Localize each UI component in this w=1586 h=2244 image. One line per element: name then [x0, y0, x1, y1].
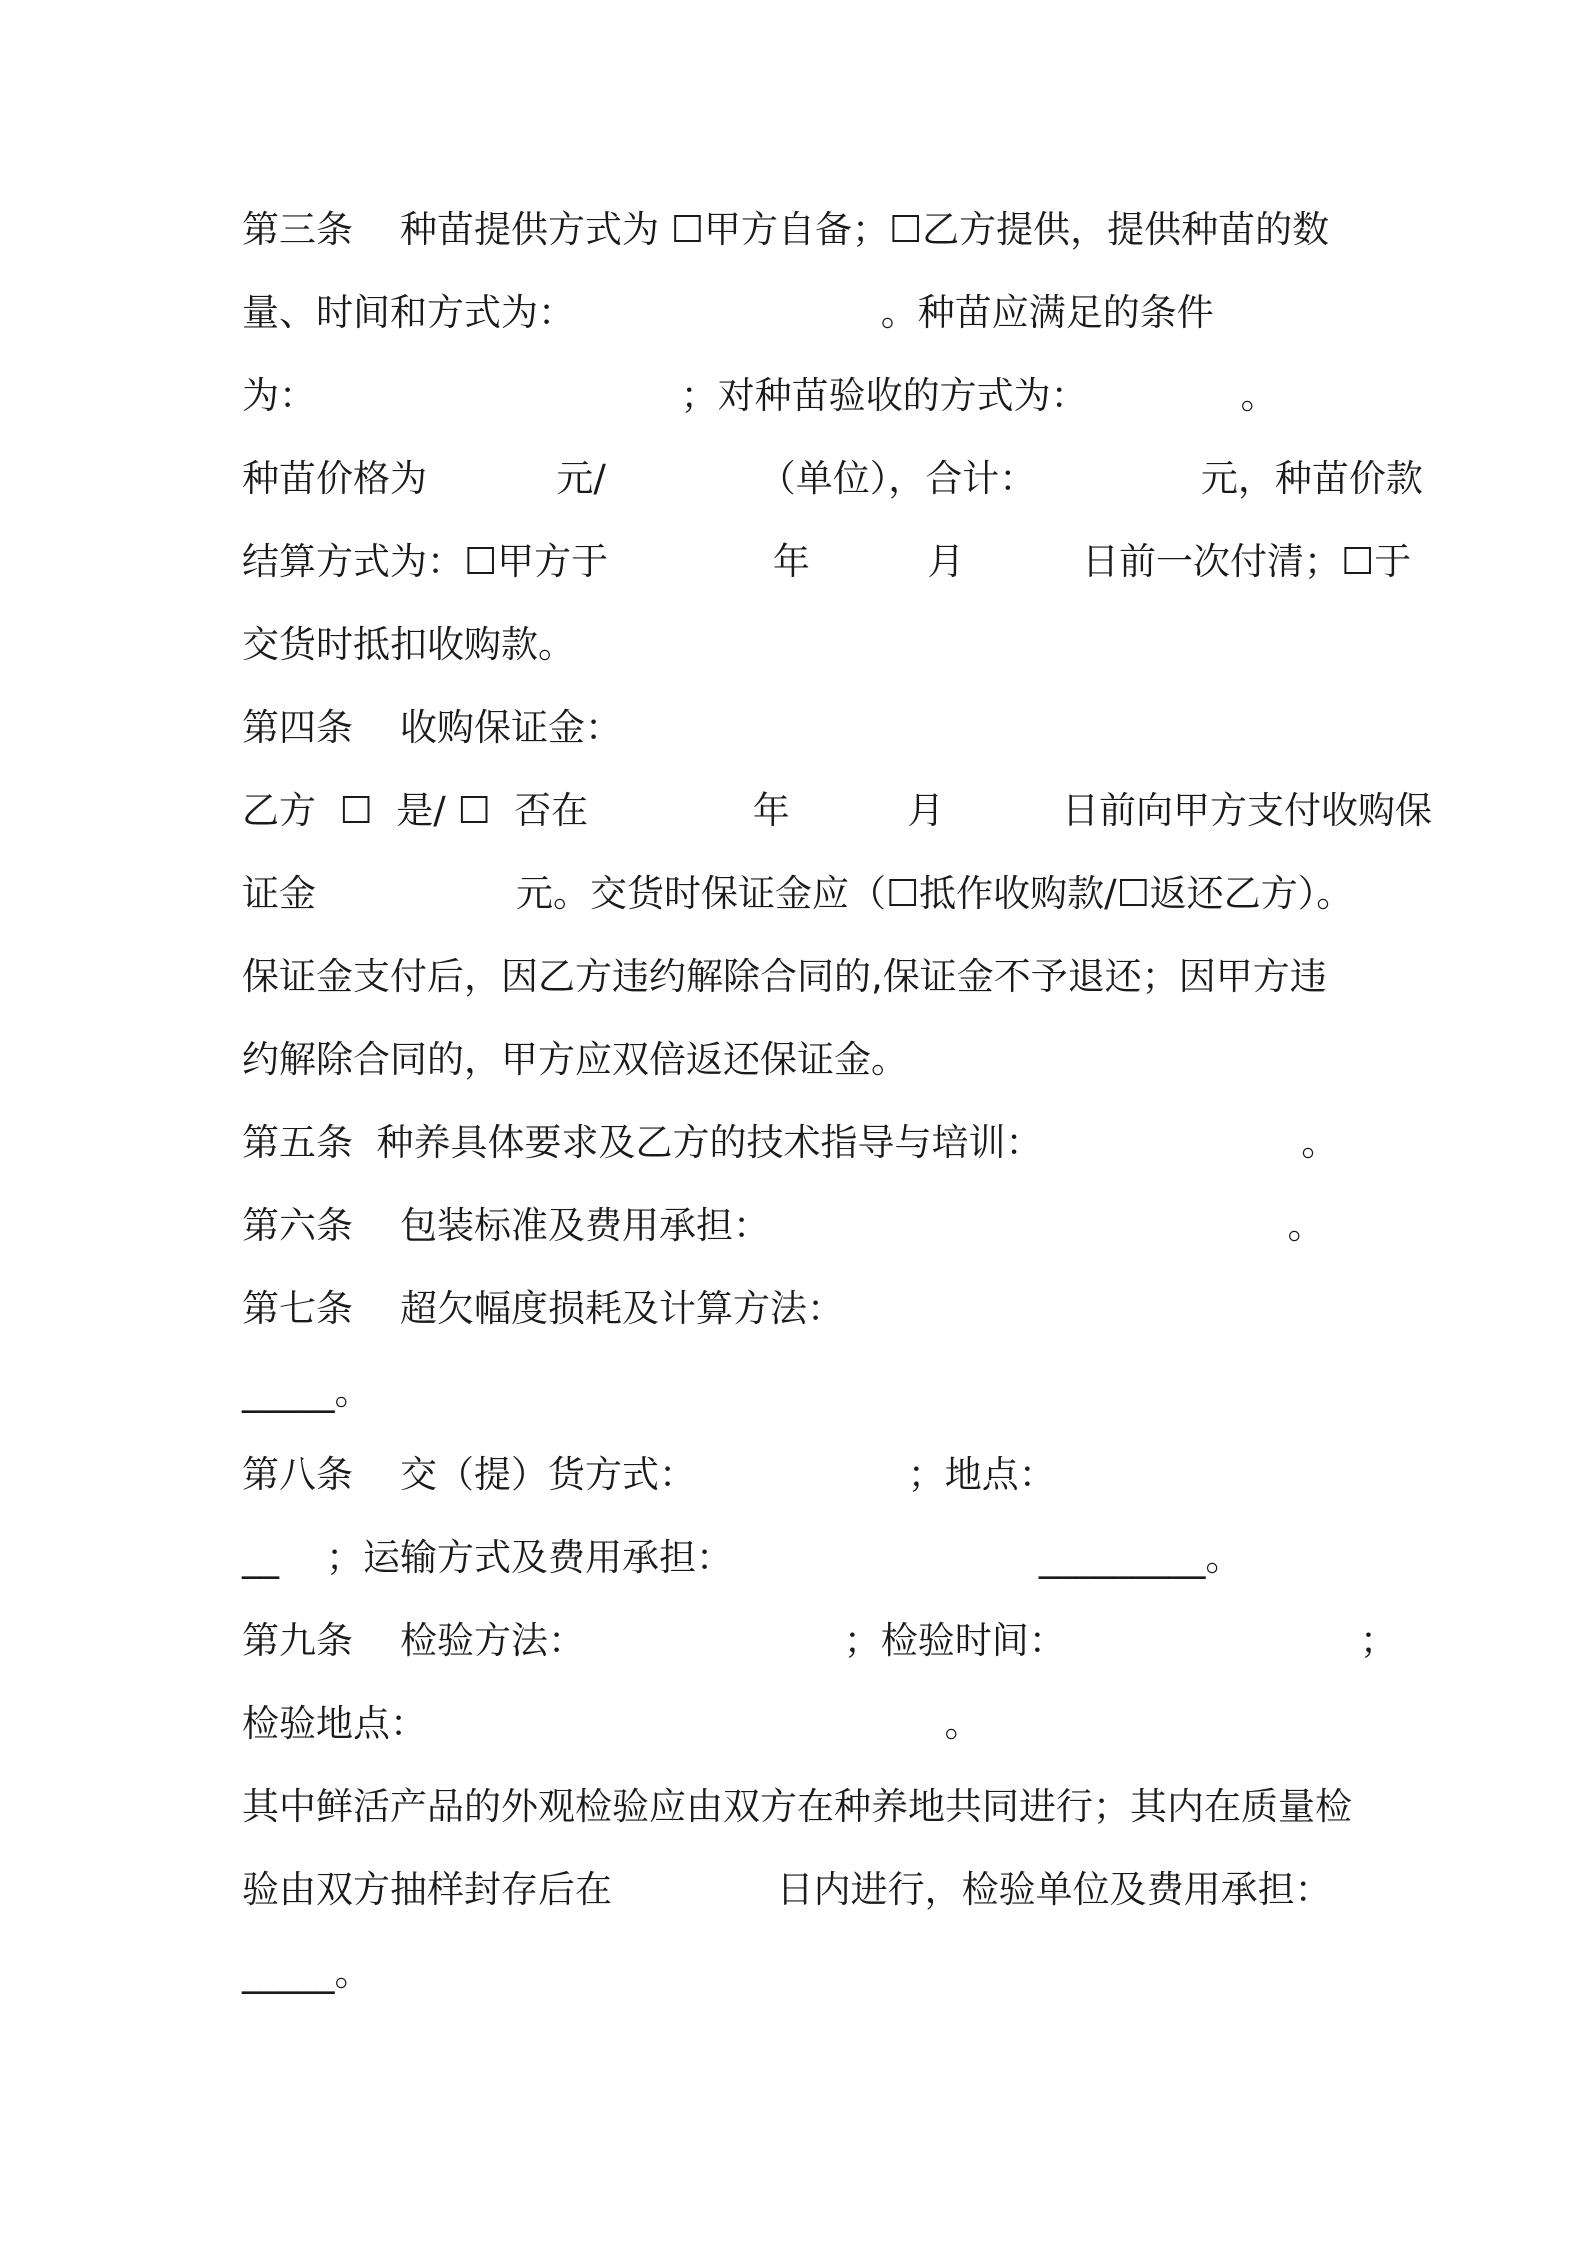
doc-line: 第三条 种苗提供方式为 ☐甲方自备；☐乙方提供，提供种苗的数 [242, 208, 1330, 251]
doc-line: 种苗价格为 元/ （单位），合计： 元，种苗价款 [242, 457, 1423, 500]
doc-line: 第六条 包装标准及费用承担： 。 [242, 1204, 1325, 1247]
doc-line: _____。 [242, 1951, 372, 1994]
doc-line: 交货时抵扣收购款。 [242, 623, 575, 666]
doc-line: 第八条 交（提）货方式： ；地点： [242, 1453, 1056, 1496]
doc-line: 第七条 超欠幅度损耗及计算方法： [242, 1287, 845, 1330]
doc-line: 为： ；对种苗验收的方式为： 。 [242, 374, 1278, 417]
doc-line: 证金 元。交货时保证金应（☐抵作收购款/☐返还乙方）。 [242, 872, 1354, 915]
doc-line: __ ；运输方式及费用承担： _________。 [242, 1536, 1243, 1579]
doc-line: 其中鲜活产品的外观检验应由双方在种养地共同进行；其内在质量检 [242, 1785, 1352, 1828]
doc-line: 约解除合同的，甲方应双倍返还保证金。 [242, 1038, 908, 1081]
doc-line: 第四条 收购保证金： [242, 706, 623, 749]
doc-line: 保证金支付后，因乙方违约解除合同的,保证金不予退还；因甲方违 [242, 955, 1327, 998]
doc-line: 乙方 ☐ 是/ ☐ 否在 年 月 日前向甲方支付收购保 [242, 789, 1433, 832]
doc-line: 验由双方抽样封存后在 日内进行，检验单位及费用承担： [242, 1868, 1332, 1911]
doc-line: 检验地点： 。 [242, 1702, 982, 1745]
doc-line: 结算方式为：☐甲方于 年 月 日前一次付清；☐于 [242, 540, 1412, 583]
doc-line: 量、时间和方式为： 。种苗应满足的条件 [242, 291, 1214, 334]
doc-line: _____。 [242, 1370, 372, 1413]
doc-line: 第九条 检验方法： ；检验时间： ； [242, 1619, 1397, 1662]
doc-line: 第五条 种养具体要求及乙方的技术指导与培训： 。 [242, 1121, 1339, 1164]
